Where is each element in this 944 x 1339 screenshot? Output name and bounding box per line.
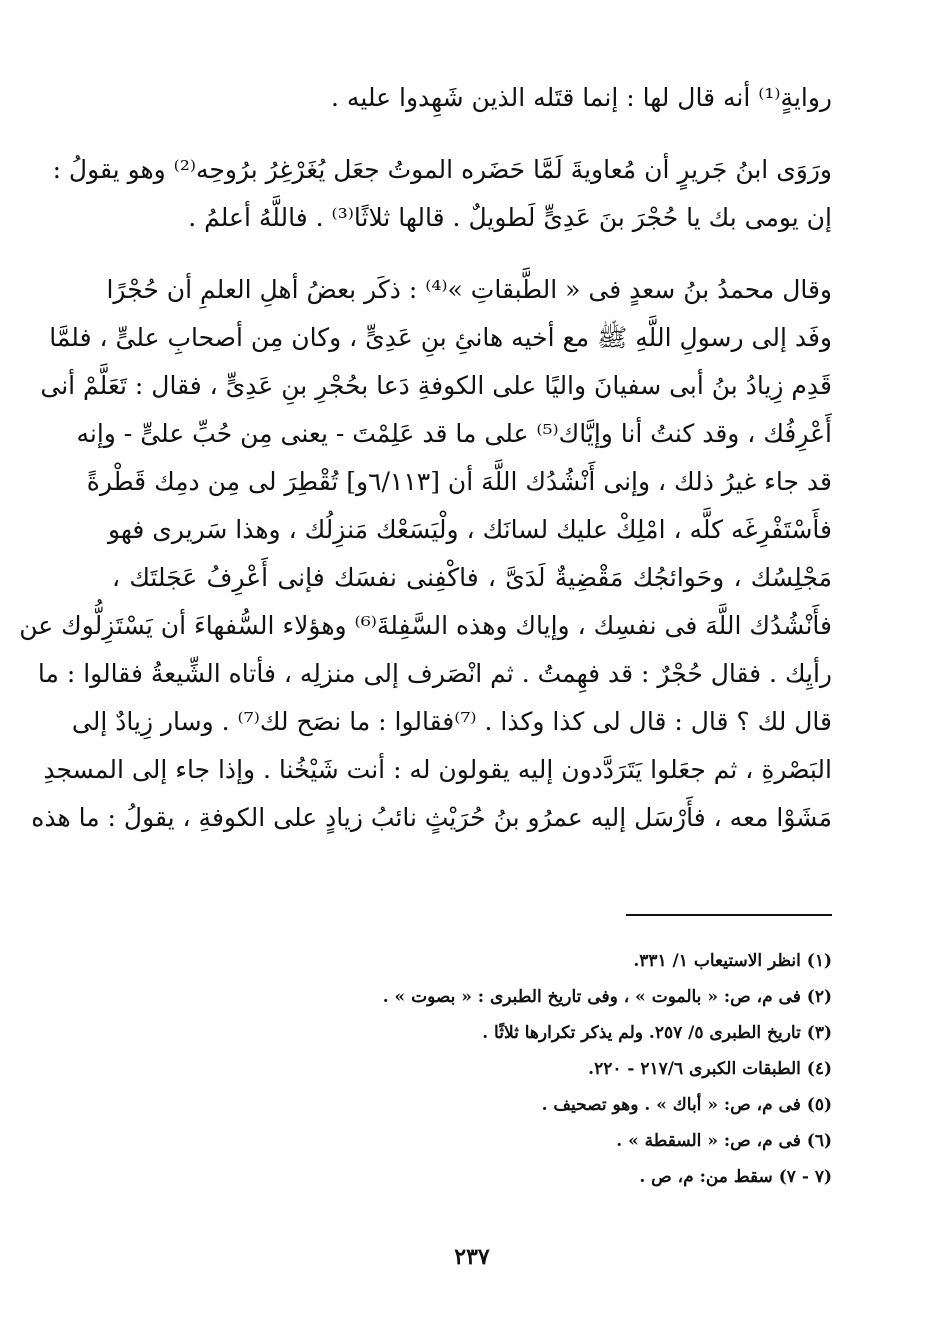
text-line: وفَد إلى رسولِ اللَّهِ ﷺ مع أخيه هانئِ بنِ عَدِىٍّ ، وكان مِن أصحابِ علىٍّ ، فلمَّا <box>49 323 832 352</box>
footnote: (٤) الطبقات الكبرى ٢١٧/٦ - ٢٢٠. <box>588 1059 832 1079</box>
text-line: قد جاء غيرُ ذلك ، وإنى أَنْشُدُك اللَّهَ أن [٦/١١٣و] تُقْطِرَ لى مِن دمِك قَطْرةً <box>86 467 832 496</box>
text-line: روايةٍ⁽¹⁾ أنه قال لها : إنما قتَله الذين شَهِدوا عليه . <box>331 83 832 112</box>
paragraph <box>19 266 832 842</box>
footnote-divider <box>626 914 832 916</box>
paragraph <box>52 146 832 242</box>
paragraph <box>112 74 832 122</box>
text-line: قَدِم زِيادُ بنُ أبى سفيانَ واليًا على الكوفةِ دَعا بحُجْرِ بنِ عَدِىٍّ ، فقال : تَعَلَّمْ أنى <box>40 371 832 400</box>
text-line: وقال محمدُ بنُ سعدٍ فى « الطَّبقاتِ »⁽⁴⁾ : ذكَر بعضُ أهلِ العلمِ أن حُجْرًا <box>106 275 832 304</box>
footnote: (٥) فى م، ص: « أباك » . وهو تصحيف . <box>541 1095 832 1115</box>
footnotes <box>112 943 832 1195</box>
text-line: رأيِك . فقال حُجْرٌ : قد فهِمتُ . ثم انْصَرف إلى منزلِه ، فأتاه الشِّيعةُ فقالوا : ما <box>37 659 832 688</box>
paragraph-gap <box>112 242 832 266</box>
text-line: فأَسْتَفْرِغَه كلَّه ، امْلِكْ عليك لسانَك ، ولْيَسَعْك مَنزِلُك ، وهذا سَريرى فهو <box>107 515 832 544</box>
footnote: (٣) تاريخ الطبرى ٥/ ٢٥٧. ولم يذكر تكرارها ثلاثًا . <box>482 1023 832 1043</box>
main-text <box>19 74 832 842</box>
text-line: البَصْرةِ ، ثم جعَلوا يَتَرَدَّدون إليه يقولون له : أنت شَيْخُنا . وإذا جاء إلى المسجدِ <box>43 755 832 784</box>
footnote: (٦) فى م، ص: « السقطة » . <box>616 1131 832 1151</box>
text-line: ورَوَى ابنُ جَريرٍ أن مُعاويةَ لَمَّا حَضَره الموتُ جعَل يُغَرْغِرُ برُوحِه⁽²⁾ وهو يقولُ : <box>52 155 832 184</box>
text-line: مَجْلِسُك ، وحَوائجُك مَقْضِيةٌ لَدَىَّ ، فاكْفِنى نفسَك فإنى أَعْرِفُ عَجَلتَك ، <box>112 563 832 592</box>
page-number: ٢٣٧ <box>454 1244 490 1270</box>
paragraph-gap <box>112 122 832 146</box>
footnote: (١) انظر الاستيعاب ١/ ٣٣١. <box>633 951 832 971</box>
footnote: (٢) فى م، ص: « بالموت » ، وفى تاريخ الطبرى : « بصوت » . <box>382 987 832 1007</box>
text-line: أَعْرِفُك ، وقد كنتُ أنا وإيَّاك⁽⁵⁾ على ما قد عَلِمْتَ - يعنى مِن حُبِّ علىٍّ - وإنه <box>76 419 832 448</box>
text-line: إن يومى بك يا حُجْرَ بنَ عَدِىٍّ لَطويلٌ . قالها ثلاثًا⁽³⁾ . فاللَّهُ أعلمُ . <box>188 203 832 232</box>
text-line: قال لك ؟ قال : قال لى كذا وكذا . ⁽⁷⁾فقالوا : ما نصَح لك⁽⁷⁾ . وسار زِيادٌ إلى <box>71 707 832 736</box>
footnote: (٧ - ٧) سقط من: م، ص . <box>639 1167 832 1187</box>
text-line: مَشَوْا معه ، فأَرْسَل إليه عمرُو بنُ حُرَيْثٍ نائبُ زيادٍ على الكوفةِ ، يقولُ : ما هذه <box>31 803 832 832</box>
text-line: فأَنْشُدُك اللَّهَ فى نفسِك ، وإياك وهذه السَّفِلةَ⁽⁶⁾ وهؤلاء السُّفهاءَ أن يَسْتَزِلُّوك عن <box>19 611 832 640</box>
